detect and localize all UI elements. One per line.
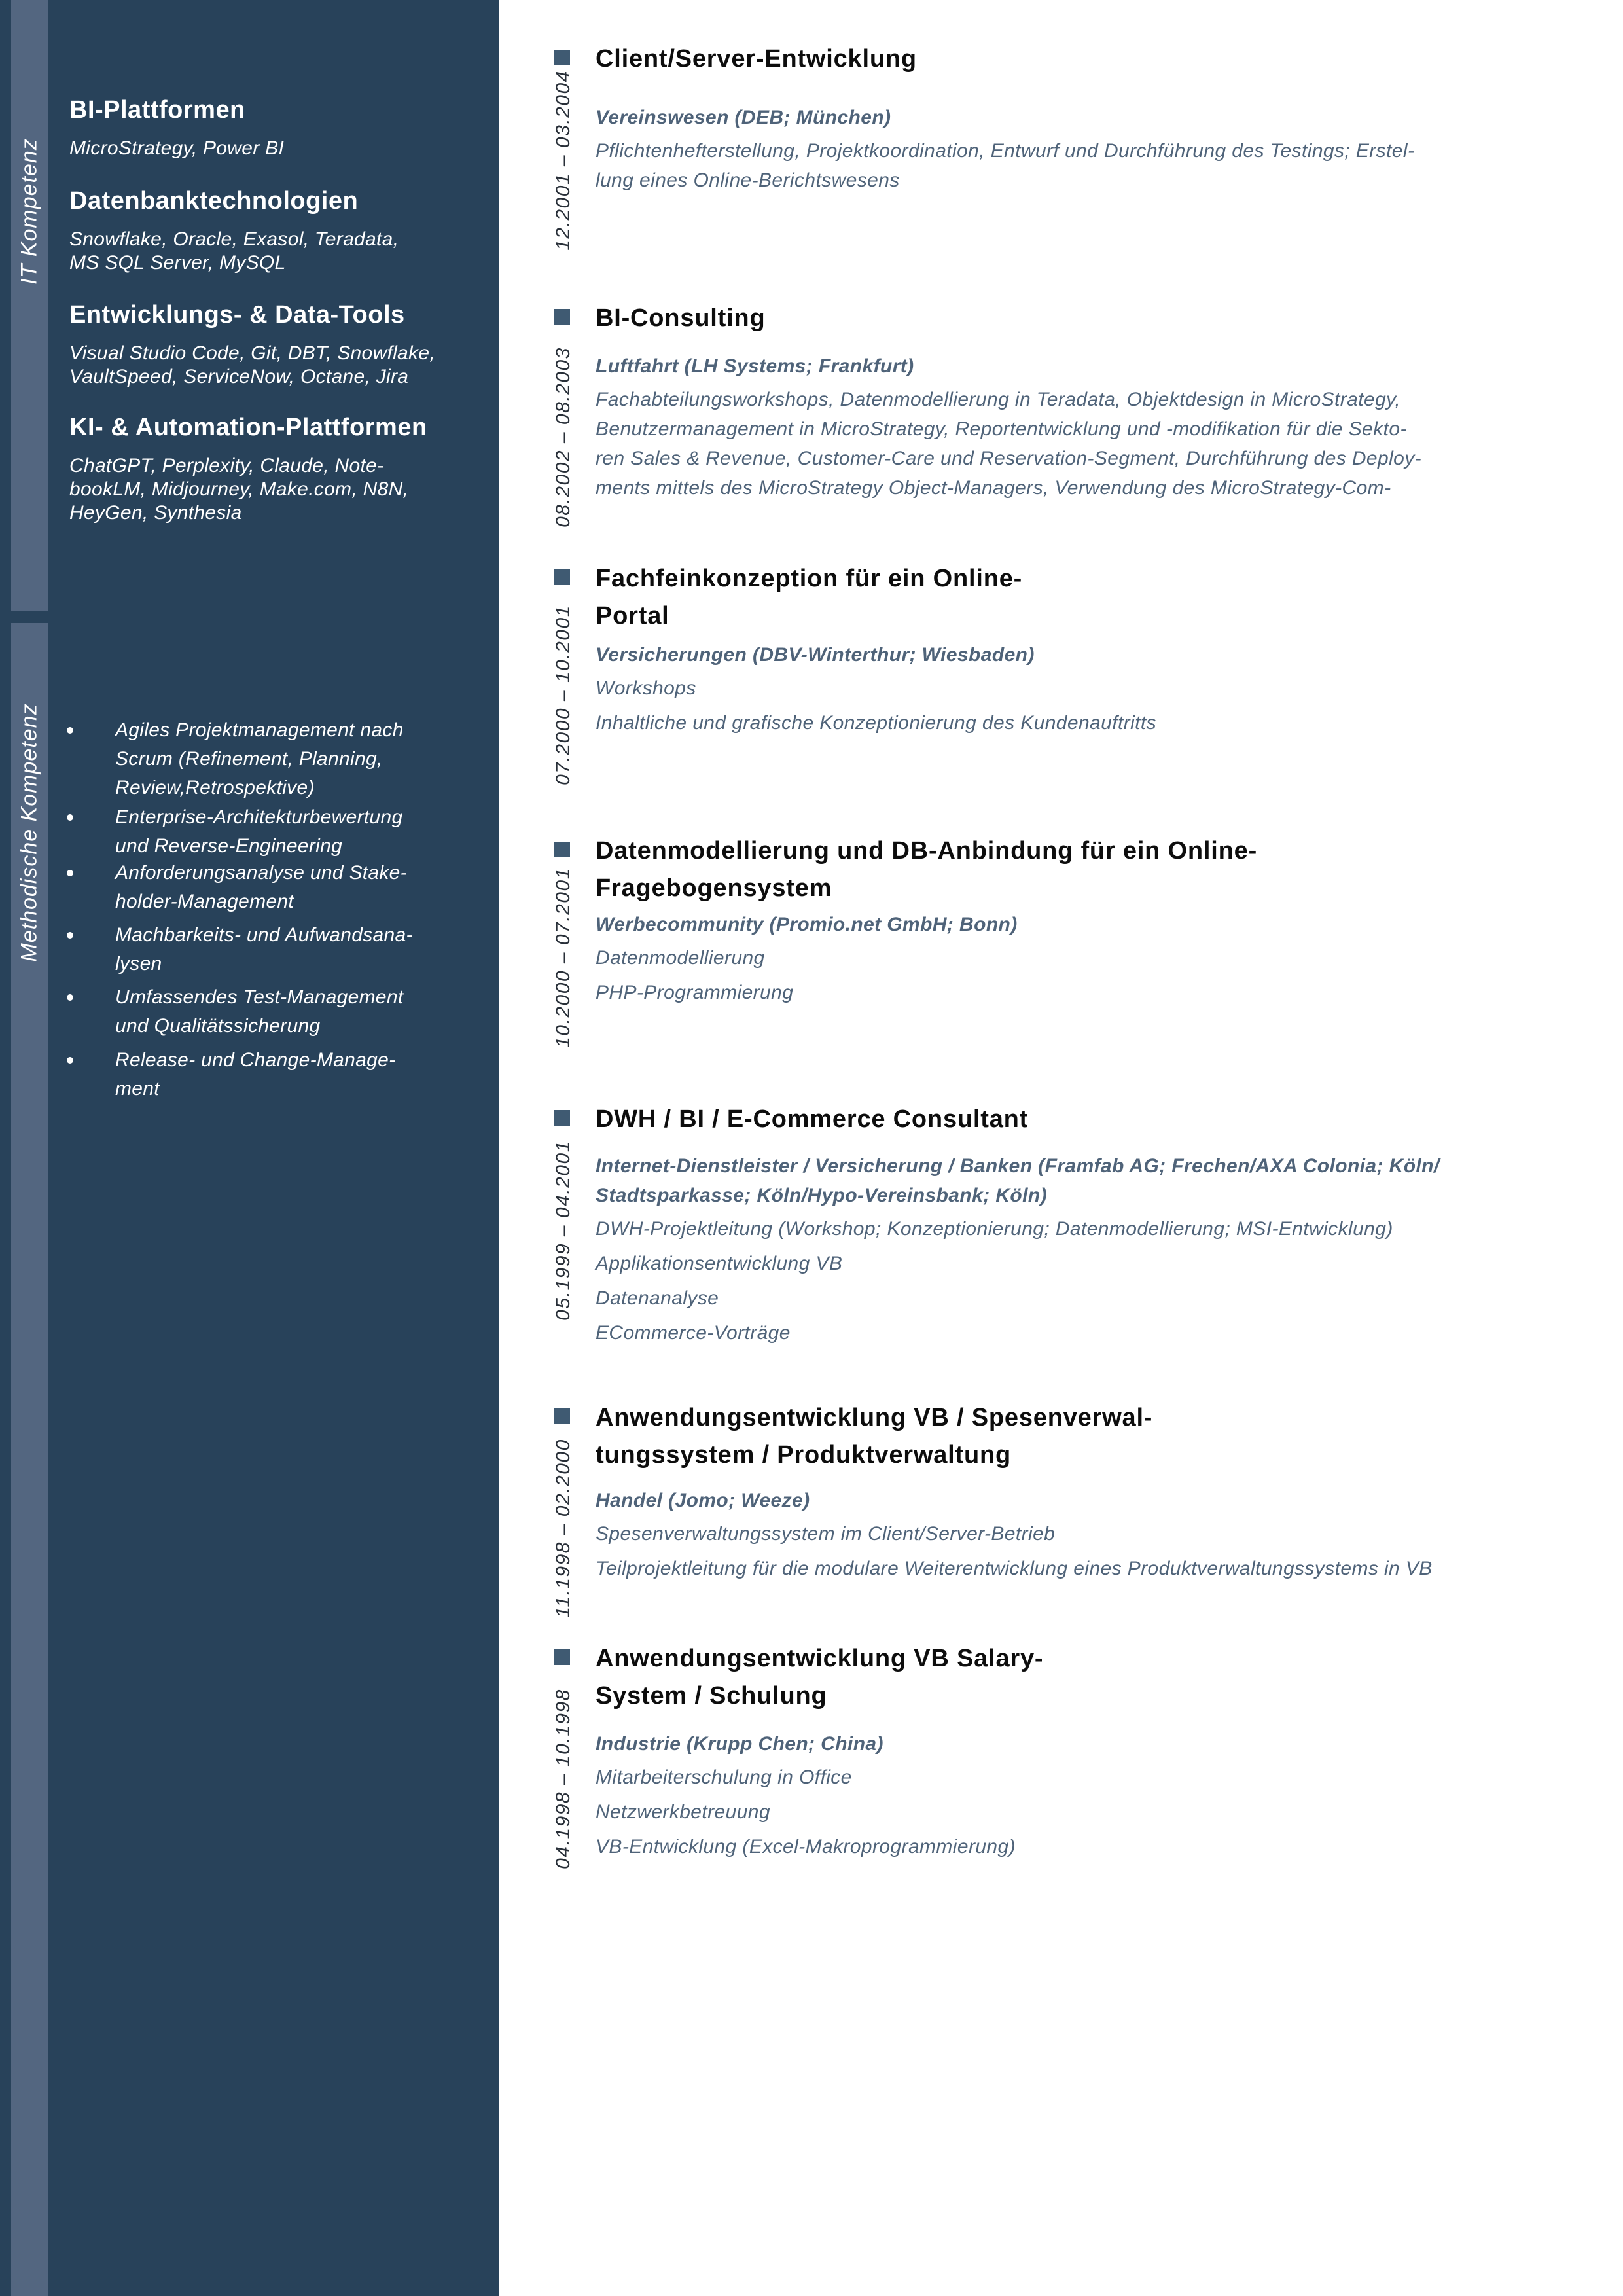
timeline-marker-icon (554, 50, 570, 65)
list-item-line: ment (115, 1078, 160, 1100)
entry-company-line: Luftfahrt (LH Systems; Frankfurt) (596, 355, 914, 377)
entry-detail-paragraph (596, 1249, 1575, 1278)
entry-title-line: Anwendungsentwicklung VB Salary- (596, 1645, 1044, 1672)
entry-detail-paragraph (596, 1283, 1575, 1313)
list-item-line: Agiles Projektmanagement nach (115, 719, 404, 741)
timeline-entry (554, 1101, 1575, 1353)
entry-title-line: Client/Server-Entwicklung (596, 45, 917, 73)
list-item-line: Anforderungsanalyse und Stake- (115, 862, 407, 884)
timeline-entry (554, 1399, 1575, 1588)
skill-line: HeyGen, Synthesia (69, 502, 242, 524)
entry-title-line: Fragebogensystem (596, 874, 832, 902)
entry-details (596, 136, 1575, 195)
skill-line: ChatGPT, Perplexity, Claude, Note- (69, 455, 384, 476)
timeline-entry (554, 1640, 1575, 1867)
entry-details (596, 1214, 1575, 1348)
entry-detail-paragraph (596, 1214, 1575, 1244)
list-item (59, 803, 484, 861)
entry-title (596, 1399, 1575, 1474)
list-item-line: und Qualitätssicherung (115, 1015, 321, 1037)
entry-company (596, 1486, 1575, 1515)
date-range-label: 07.2000 – 10.2001 (552, 605, 574, 785)
list-item-line: und Reverse-Engineering (115, 835, 343, 857)
entry-detail-line: Datenmodellierung (596, 947, 765, 969)
skill-section-heading: KI- & Automation-Plattformen (69, 414, 427, 441)
entry-detail-paragraph (596, 1554, 1575, 1583)
entry-title (596, 560, 1575, 635)
entry-detail-line: DWH-Projektleitung (Workshop; Konzeptionierung; Datenmodellierung; MSI-Entwicklung) (596, 1218, 1393, 1240)
list-item-line: lysen (115, 953, 162, 975)
bullet-dot-icon (67, 870, 73, 876)
entry-title-line: tungssystem / Produktverwaltung (596, 1441, 1012, 1469)
entry-detail-line: Datenanalyse (596, 1287, 719, 1309)
list-item (59, 983, 484, 1041)
list-item-line: holder-Management (115, 891, 294, 912)
entry-title (596, 300, 1575, 337)
it-kompetenz-strip (11, 0, 48, 611)
vertical-label-methodische-kompetenz: Methodische Kompetenz (16, 703, 42, 962)
entry-detail-line: PHP-Programmierung (596, 982, 794, 1003)
entry-detail-line: Fachabteilungsworkshops, Datenmodellierung in Teradata, Objektdesign in MicroStrategy, (596, 389, 1401, 410)
date-range-label: 11.1998 – 02.2000 (552, 1439, 574, 1618)
entry-title-line: DWH / BI / E-Commerce Consultant (596, 1105, 1029, 1133)
entry-detail-line: Netzwerkbetreuung (596, 1801, 770, 1823)
skill-section (69, 95, 488, 160)
vertical-label-it-kompetenz: IT Kompetenz (16, 138, 42, 285)
entry-company-line: Werbecommunity (Promio.net GmbH; Bonn) (596, 914, 1018, 935)
entry-company-line: Industrie (Krupp Chen; China) (596, 1733, 883, 1755)
date-range-label: 12.2001 – 03.2004 (552, 70, 574, 251)
list-item (59, 1046, 484, 1103)
skill-section-lines (69, 342, 488, 389)
entry-detail-paragraph (596, 1318, 1575, 1348)
skill-line: Snowflake, Oracle, Exasol, Teradata, (69, 228, 399, 250)
timeline-entry (554, 560, 1575, 743)
skill-section-lines (69, 228, 488, 275)
list-item (59, 859, 484, 916)
timeline-marker-icon (554, 1649, 570, 1665)
entry-detail-paragraph (596, 1519, 1575, 1549)
bullet-dot-icon (67, 814, 73, 821)
skill-line: bookLM, Midjourney, Make.com, N8N, (69, 478, 409, 500)
entry-details (596, 385, 1575, 503)
skill-section (69, 412, 488, 525)
entry-details (596, 943, 1575, 1007)
entry-company-line: Stadtsparkasse; Köln/Hypo-Vereinsbank; Köln) (596, 1185, 1047, 1206)
date-range-label: 05.1999 – 04.2001 (552, 1140, 574, 1321)
entry-detail-line: lung eines Online-Berichtswesens (596, 170, 900, 191)
entry-detail-line: Benutzermanagement in MicroStrategy, Reportentwicklung und -modifikation für die Sekto- (596, 418, 1407, 440)
entry-detail-line: Workshops (596, 677, 696, 699)
bullet-dot-icon (67, 932, 73, 939)
timeline-marker-icon (554, 309, 570, 325)
entry-title (596, 41, 1575, 78)
entry-detail-line: ments mittels des MicroStrategy Object-Managers, Verwendung des MicroStrategy-Com- (596, 477, 1391, 499)
entry-detail-paragraph (596, 673, 1575, 703)
entry-detail-paragraph (596, 385, 1575, 503)
entry-detail-paragraph (596, 1832, 1575, 1861)
skill-section (69, 186, 488, 275)
entry-detail-paragraph (596, 136, 1575, 195)
entry-detail-line: Inhaltliche und grafische Konzeptionierung des Kundenauftritts (596, 712, 1157, 734)
skill-section-heading: BI-Plattformen (69, 96, 245, 124)
skill-line: VaultSpeed, ServiceNow, Octane, Jira (69, 366, 409, 387)
entry-title-line: BI-Consulting (596, 304, 766, 332)
skill-line: Visual Studio Code, Git, DBT, Snowflake, (69, 342, 435, 364)
entry-detail-line: Pflichtenhefterstellung, Projektkoordination, Entwurf und Durchführung des Testings; Erstel- (596, 140, 1415, 162)
skill-section (69, 300, 488, 389)
list-item-line: Enterprise-Architekturbewertung (115, 806, 403, 828)
entry-detail-line: ren Sales & Revenue, Customer-Care und Reservation-Segment, Durchführung des Deploy- (596, 448, 1422, 469)
list-item (59, 921, 484, 978)
entry-detail-paragraph (596, 943, 1575, 973)
entry-company (596, 640, 1575, 670)
timeline-entry (554, 833, 1575, 1013)
entry-title-line: Portal (596, 602, 669, 630)
entry-title (596, 833, 1575, 907)
entry-title-line: Anwendungsentwicklung VB / Spesenverwal- (596, 1404, 1153, 1431)
timeline-marker-icon (554, 842, 570, 857)
timeline-marker-icon (554, 569, 570, 585)
entry-detail-line: ECommerce-Vorträge (596, 1322, 791, 1344)
entry-details (596, 1763, 1575, 1861)
entry-detail-paragraph (596, 1797, 1575, 1827)
date-range-label: 08.2002 – 08.2003 (552, 347, 574, 528)
entry-company-line: Internet-Dienstleister / Versicherung / Banken (Framfab AG; Frechen/AXA Colonia; Köln/ (596, 1155, 1440, 1177)
date-range-label: 04.1998 – 10.1998 (552, 1689, 574, 1869)
skill-line: MS SQL Server, MySQL (69, 252, 286, 274)
entry-detail-line: Mitarbeiterschulung in Office (596, 1767, 852, 1788)
timeline-marker-icon (554, 1408, 570, 1424)
entry-details (596, 673, 1575, 738)
entry-detail-paragraph (596, 978, 1575, 1007)
list-item-line: Review,Retrospektive) (115, 777, 315, 798)
entry-company (596, 103, 1575, 132)
entry-company (596, 1729, 1575, 1759)
bullet-dot-icon (67, 727, 73, 734)
list-item-line: Umfassendes Test-Management (115, 986, 404, 1008)
bullet-dot-icon (67, 1057, 73, 1064)
entry-company-line: Handel (Jomo; Weeze) (596, 1490, 810, 1511)
list-item-line: Machbarkeits- und Aufwandsana- (115, 924, 413, 946)
entry-title (596, 1101, 1575, 1138)
skill-section-heading: Entwicklungs- & Data-Tools (69, 301, 405, 329)
entry-company-line: Vereinswesen (DEB; München) (596, 107, 891, 128)
entry-detail-paragraph (596, 708, 1575, 738)
entry-company-line: Versicherungen (DBV-Winterthur; Wiesbaden) (596, 644, 1035, 666)
entry-company (596, 351, 1575, 381)
skill-line: MicroStrategy, Power BI (69, 137, 285, 159)
date-range-label: 10.2000 – 07.2001 (552, 867, 574, 1048)
list-item-line: Scrum (Refinement, Planning, (115, 748, 383, 770)
entry-company (596, 910, 1575, 939)
skill-section-heading: Datenbanktechnologien (69, 187, 359, 215)
entry-details (596, 1519, 1575, 1583)
entry-detail-line: Spesenverwaltungssystem im Client/Server-Betrieb (596, 1523, 1056, 1545)
entry-detail-line: VB-Entwicklung (Excel-Makroprogrammierung) (596, 1836, 1016, 1857)
entry-company (596, 1151, 1575, 1210)
skill-section-lines (69, 454, 488, 525)
entry-title-line: System / Schulung (596, 1682, 827, 1710)
entry-title (596, 1640, 1575, 1715)
timeline-marker-icon (554, 1110, 570, 1126)
entry-detail-line: Applikationsentwicklung VB (596, 1253, 843, 1274)
bullet-dot-icon (67, 994, 73, 1001)
list-item (59, 716, 484, 802)
entry-title-line: Fachfeinkonzeption für ein Online- (596, 565, 1023, 592)
entry-detail-paragraph (596, 1763, 1575, 1792)
entry-title-line: Datenmodellierung und DB-Anbindung für ein Online- (596, 837, 1258, 865)
list-item-line: Release- und Change-Manage- (115, 1049, 396, 1071)
entry-detail-line: Teilprojektleitung für die modulare Weiterentwicklung eines Produktverwaltungssystems in VB (596, 1558, 1433, 1579)
timeline-entry (554, 300, 1575, 508)
skill-section-lines (69, 137, 488, 160)
timeline-entry (554, 41, 1575, 200)
